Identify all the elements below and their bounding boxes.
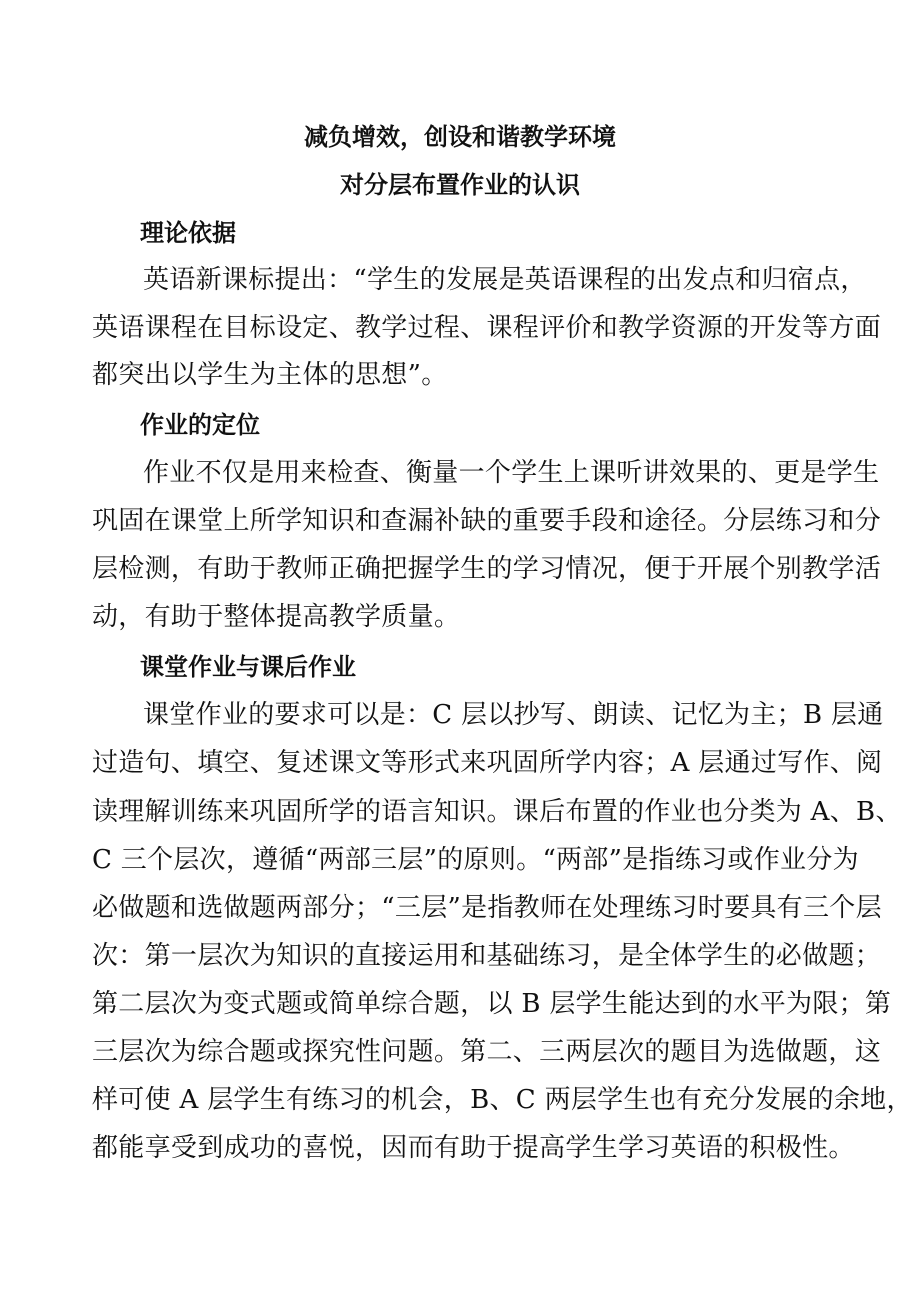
paragraph-line: 三层次为综合题或探究性问题。第二、三两层次的题目为选做题，这 (92, 1037, 882, 1067)
document-title-line-2: 对分层布置作业的认识 (340, 171, 580, 199)
paragraph-line: 样可使 A 层学生有练习的机会，B、C 两层学生也有充分发展的余地， (92, 1085, 913, 1115)
paragraph-line: 课堂作业的要求可以是：C 层以抄写、朗读、记忆为主；B 层通 (143, 700, 884, 730)
document-title-line-1: 减负增效，创设和谐教学环境 (304, 123, 616, 151)
paragraph-line: 英语课程在目标设定、教学过程、课程评价和教学资源的开发等方面 (92, 313, 882, 343)
paragraph-line: 英语新课标提出：“学生的发展是英语课程的出发点和归宿点， (143, 265, 867, 295)
paragraph-line: 次：第一层次为知识的直接运用和基础练习，是全体学生的必做题； (92, 941, 882, 971)
paragraph-line: 都突出以学生为主体的思想”。 (92, 360, 448, 390)
section-heading-theory: 理论依据 (140, 219, 236, 247)
paragraph-line: 作业不仅是用来检查、衡量一个学生上课听讲效果的、更是学生 (143, 458, 880, 488)
section-heading-homework: 课堂作业与课后作业 (140, 653, 356, 681)
section-heading-positioning: 作业的定位 (140, 411, 260, 439)
paragraph-line: 读理解训练来巩固所学的语言知识。课后布置的作业也分类为 A、B、 (92, 797, 902, 827)
paragraph-line: 第二层次为变式题或简单综合题，以 B 层学生能达到的水平为限；第 (92, 989, 892, 1019)
paragraph-line: 动，有助于整体提高教学质量。 (92, 602, 461, 632)
paragraph-line: 巩固在课堂上所学知识和查漏补缺的重要手段和途径。分层练习和分 (92, 506, 882, 536)
paragraph-line: 必做题和选做题两部分；“三层”是指教师在处理练习时要具有三个层 (92, 893, 882, 923)
paragraph-line: 过造句、填空、复述课文等形式来巩固所学内容；A 层通过写作、阅 (92, 748, 883, 778)
paragraph-line: C 三个层次，遵循“两部三层”的原则。“两部”是指练习或作业分为 (92, 845, 859, 875)
paragraph-line: 都能享受到成功的喜悦，因而有助于提高学生学习英语的积极性。 (92, 1133, 855, 1163)
paragraph-line: 层检测，有助于教师正确把握学生的学习情况，便于开展个别教学活 (92, 554, 882, 584)
